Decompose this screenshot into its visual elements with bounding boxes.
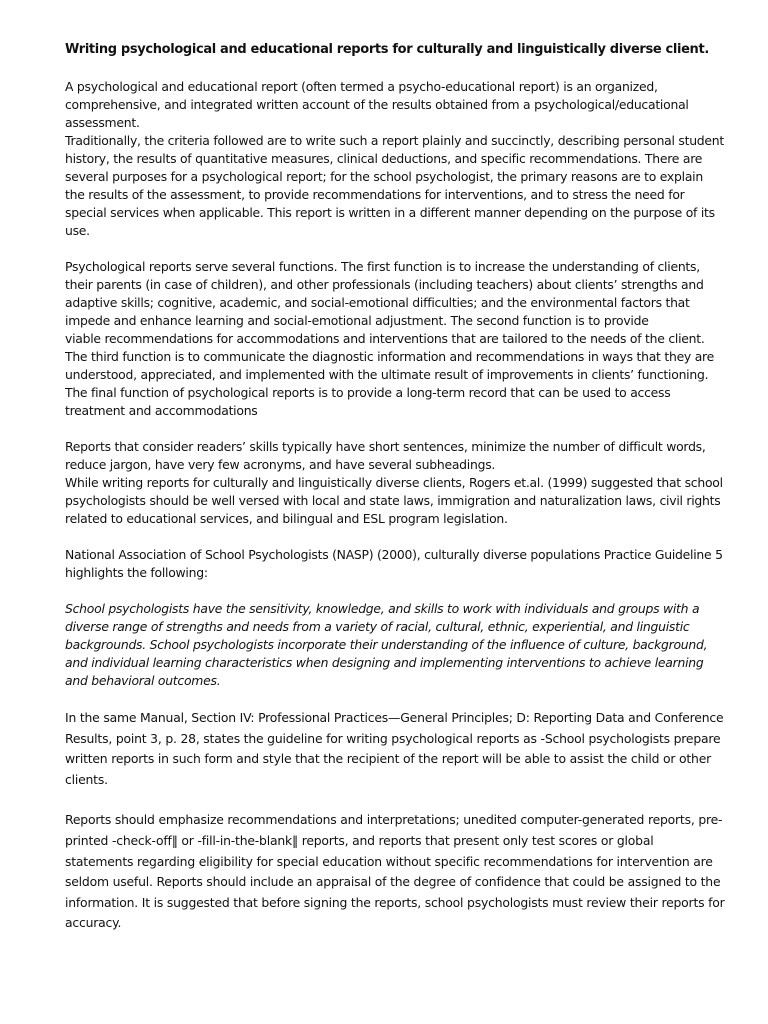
paragraph-report-definition xyxy=(65,78,725,240)
paragraph-recommendations: Reports should emphasize recommendations and interpretations; unedited computer-generated reports, pre-printed -check-off‖ or -fill-in-the-blank‖ reports, and reports that present only test scores or global statements regarding eligibility for special education without specific recommendations for intervention are seldom useful. Reports should include an appraisal of the degree of confidence that could be assigned to the information. It is suggested that before signing the reports, school psychologists must review their reports for accuracy. xyxy=(65,812,725,931)
paragraph-line: A psychological and educational report (often termed a psycho-educational report) is an organized, comprehensive, and integrated written account of the results obtained from a psychological/educational assessment. xyxy=(65,79,689,130)
paragraph-gap xyxy=(65,528,725,546)
paragraph-gap xyxy=(65,420,725,438)
paragraph-line: Reports that consider readers’ skills typically have short sentences, minimize the number of difficult words, reduce jargon, have very few acronyms, and have several subheadings. xyxy=(65,439,706,472)
paragraph-line: Traditionally, the criteria followed are to write such a report plainly and succinctly, describing personal student history, the results of quantitative measures, clinical deductions, and specific recommendations. There are several purposes for a psychological report; for the school psychologist, the primary reasons are to explain the results of the assessment, to provide recommendations for interventions, and to stress the need for special services when applicable. This report is written in a different manner depending on the purpose of its use. xyxy=(65,133,725,238)
paragraph-gap xyxy=(65,790,725,810)
paragraph-gap xyxy=(65,582,725,600)
paragraph-line: While writing reports for culturally and linguistically diverse clients, Rogers et.al. (1999) suggested that school psychologists should be well versed with local and state laws, immigration and naturalization laws, civil rights related to educational services, and bilingual and ESL program legislation. xyxy=(65,475,723,526)
paragraph-report-functions xyxy=(65,258,725,420)
paragraph-readers-skills xyxy=(65,438,725,528)
document-title: Writing psychological and educational reports for culturally and linguistically diverse client. xyxy=(65,42,709,57)
document-page xyxy=(65,40,725,934)
paragraph-gap xyxy=(65,240,725,258)
paragraph-gap xyxy=(65,690,725,708)
paragraph-guideline-quote: School psychologists have the sensitivity, knowledge, and skills to work with individuals and groups with a diverse range of strengths and needs from a variety of racial, cultural, ethnic, experiential, and linguistic backgrounds. School psychologists incorporate their understanding of the influence of culture, background, and individual learning characteristics when designing and implementing interventions to achieve learning and behavioral outcomes. xyxy=(65,601,708,688)
paragraph-manual-section: In the same Manual, Section IV: Professional Practices—General Principles; D: Reporting Data and Conference Results, point 3, p. 28, states the guideline for writing psychological reports as -School psychologists prepare written reports in such form and style that the recipient of the report will be able to assist the child or other clients. xyxy=(65,710,724,787)
paragraph-line: viable recommendations for accommodations and interventions that are tailored to the needs of the client. The third function is to communicate the diagnostic information and recommendations in ways that they are understood, appreciated, and implemented with the ultimate result of improvements in clients’ functioning. The final function of psychological reports is to provide a long-term record that can be used to access treatment and accommodations xyxy=(65,331,714,418)
paragraph-line: Psychological reports serve several functions. The first function is to increase the understanding of clients, their parents (in case of children), and other professionals (including teachers) about clients’ strengths and adaptive skills; cognitive, academic, and social-emotional difficulties; and the environmental factors that impede and enhance learning and social-emotional adjustment. The second function is to provide xyxy=(65,259,704,328)
paragraph-nasp-guideline: National Association of School Psychologists (NASP) (2000), culturally diverse populations Practice Guideline 5 highlights the following: xyxy=(65,547,723,580)
